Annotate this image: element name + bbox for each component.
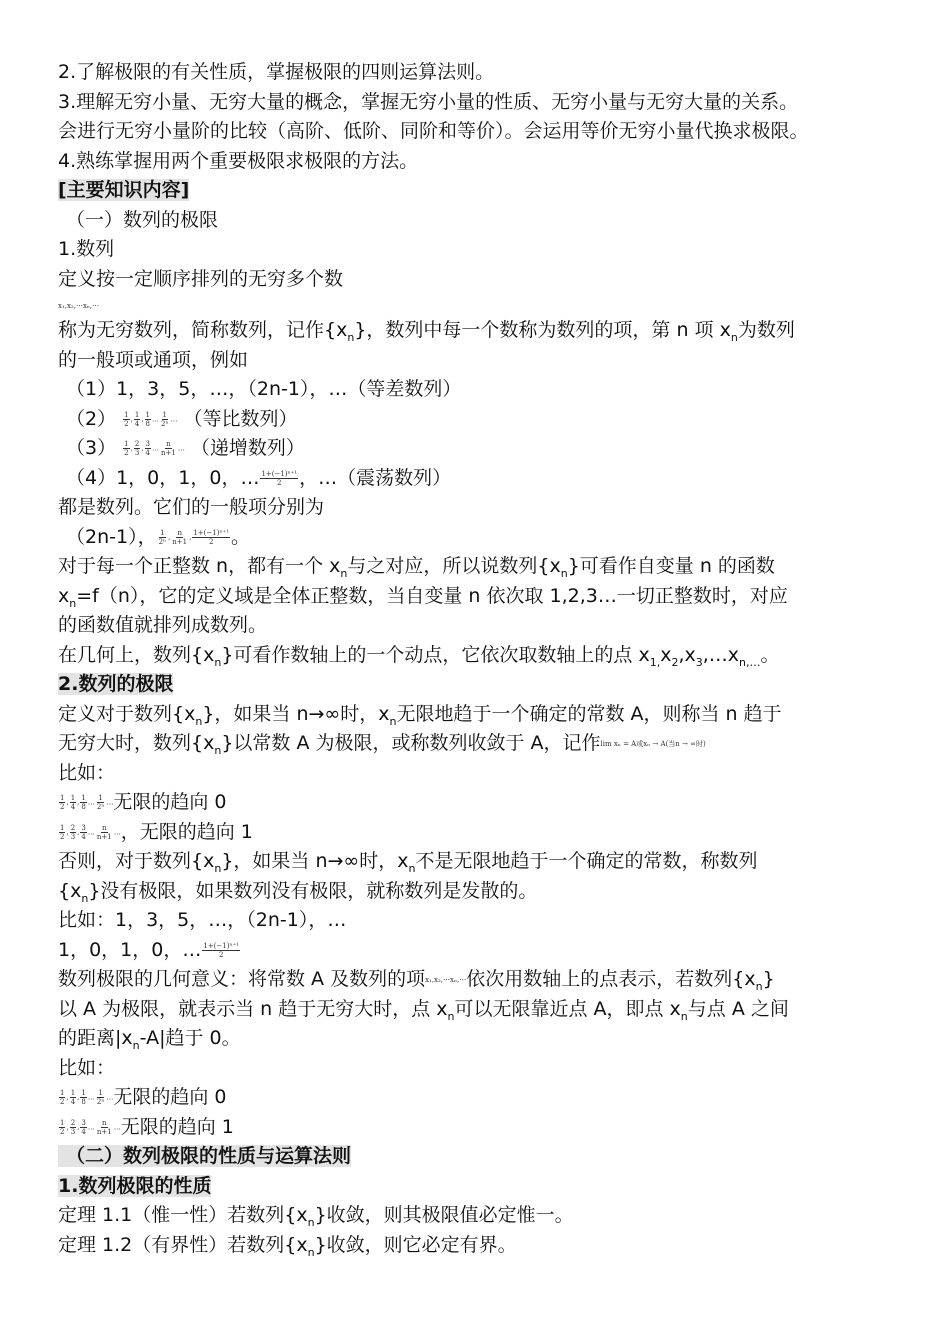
limit-formula: lim xₙ = A或xₙ → A(当n → ∞时) — [600, 739, 706, 748]
example-line: 1，0，1，0，… $\frac{\text{1+(−1)ⁿ⁺¹}}{2}$ — [58, 938, 239, 961]
text-line: 比如： — [58, 1056, 116, 1079]
general-terms-formula: $\frac{1}{\text{2ⁿ}}$ , $\frac{n}{n+1}$ , $\frac{\text{1+(−1)ⁿ⁺¹}}{2}$ — [158, 528, 229, 546]
text-line: $\{x_n\}$没有极限，如果数列没有极限，就称数列是发散的。 — [58, 879, 538, 905]
increasing-sequence-formula: $\frac{1}{2}$ , $\frac{2}{3}$ , $\frac{3}{4}$ … $\frac{n}{n+1}$ … — [60, 1118, 121, 1136]
example-line: $\frac{1}{2}$ , $\frac{1}{4}$ , $\frac{1}{8}$ … $\frac{1}{\text{2ⁿ}}$ …无限的趋向 0 — [60, 791, 227, 813]
example-1: （1）1，3，5，…，（2n-1），…（等差数列） — [66, 378, 462, 400]
example-line: $\frac{1}{2}$ , $\frac{2}{3}$ , $\frac{3}{4}$ … $\frac{n}{n+1}$ …无限的趋向 1 — [60, 1115, 234, 1138]
increasing-sequence-formula: $\frac{1}{2}$ , $\frac{2}{3}$ , $\frac{3}{4}$ … $\frac{n}{n+1}$ … — [60, 823, 121, 841]
text-line: 会进行无穷小量阶的比较（高阶、低阶、同阶和等价）。会运用等价无穷小量代换求极限。 — [58, 120, 809, 142]
text-line: 称为无穷数列，简称数列，记作$\{x_n\}$，数列中每一个数称为数列的项，第 n 项 $x_n$为数列 — [58, 319, 795, 344]
text-line: 的距离$|x_n-A|$趋于 0。 — [58, 1027, 241, 1052]
text-line: 在几何上，数列$\{x_n\}$可看作数轴上的一个动点，它依次取数轴上的点 $x_{1,}x_2,x_3,\dots x_{n,\dots}$。 — [58, 643, 780, 669]
example-2: （2） $\frac{1}{2}$ , $\frac{1}{4}$ , $\frac{1}{8}$ … $\frac{1}{\text{2ⁿ}}$ … （等比数列） — [66, 407, 298, 430]
example-3: （3） $\frac{1}{2}$ , $\frac{2}{3}$ , $\frac{3}{4}$ … $\frac{n}{n+1}$ … （递增数列） — [66, 437, 305, 459]
geometric-sequence-formula: $\frac{1}{2}$ , $\frac{1}{4}$ , $\frac{1}{8}$ … $\frac{1}{\text{2ⁿ}}$ … — [60, 794, 114, 811]
oscillating-term-formula: $\frac{\text{1+(−1)ⁿ⁺¹}}{2}$ — [261, 469, 298, 487]
section-heading: 2.数列的极限 — [58, 673, 174, 695]
geometric-sequence-formula: $\frac{1}{2}$ , $\frac{1}{4}$ , $\frac{1}{8}$ … $\frac{1}{\text{2ⁿ}}$ … — [60, 1089, 114, 1106]
text-line: 以 A 为极限，就表示当 n 趋于无穷大时，点 $x_n$可以无限靠近点 A，即点 $x_n$与点 A 之间 — [58, 997, 789, 1023]
text-line: 都是数列。它们的一般项分别为 — [58, 496, 325, 518]
subsection-title: （一）数列的极限 — [66, 208, 219, 231]
text-line: 的一般项或通项，例如 — [58, 348, 249, 371]
text-line: 2.了解极限的有关性质，掌握极限的四则运算法则。 — [58, 61, 495, 83]
general-terms: （2n-1）， $\frac{1}{\text{2ⁿ}}$ , $\frac{n}{n+1}$ , $\frac{\text{1+(−1)ⁿ⁺¹}}{2}$ 。 — [66, 525, 251, 548]
example-line: $\frac{1}{2}$ , $\frac{2}{3}$ , $\frac{3}{4}$ … $\frac{n}{n+1}$ …，无限的趋向 1 — [60, 820, 253, 843]
definition-text: 定义对于数列$\{x_n\}$，如果当 n→∞时，$x_n$无限地趋于一个确定的常数 A，则称当 n 趋于 — [58, 702, 782, 728]
text-line: 比如：1，3，5，…，（2n-1），… — [58, 909, 347, 931]
text-line: 3.理解无穷小量、无穷大量的概念，掌握无穷小量的性质、无穷小量与无穷大量的关系。 — [58, 90, 799, 113]
text-line: 对于每一个正整数 n，都有一个 $x_n$与之对应，所以说数列$\{x_n\}$可看作自变量 n 的函数 — [58, 555, 775, 580]
oscillating-term-formula: $\frac{\text{1+(−1)ⁿ⁺¹}}{2}$ — [203, 941, 239, 959]
example-4: （4）1，0，1，0，… $\frac{\text{1+(−1)ⁿ⁺¹}}{2}$ ，…（震荡数列） — [66, 466, 452, 489]
theorem-1-2: 定理 1.2（有界性）若数列$\{x_n\}$收敛，则它必定有界。 — [58, 1233, 517, 1259]
sequence-formula: x₁,x₂,⋯xₙ,⋯ — [425, 975, 467, 984]
theorem-1-1: 定理 1.1（惟一性）若数列$\{x_n\}$收敛，则其极限值必定惟一。 — [58, 1204, 574, 1229]
section-heading: 1.数列极限的性质 — [58, 1174, 212, 1197]
definition-text: 定义按一定顺序排列的无穷多个数 — [58, 267, 344, 290]
text-line: $x_n=f(n)$，它的定义域是全体正整数，当自变量 n 依次取 1,2,3…一切正整数时，对应 — [58, 584, 788, 610]
text-line: 比如： — [58, 761, 116, 784]
text-line: 的函数值就排列成数列。 — [58, 614, 268, 636]
section-heading: （二）数列极限的性质与运算法则 — [58, 1145, 351, 1167]
section-heading: [主要知识内容] — [58, 179, 190, 201]
example-line: $\frac{1}{2}$ , $\frac{1}{4}$ , $\frac{1}{8}$ … $\frac{1}{\text{2ⁿ}}$ …无限的趋向 0 — [60, 1086, 227, 1108]
increasing-sequence-formula: $\frac{1}{2}$ , $\frac{2}{3}$ , $\frac{3}{4}$ … $\frac{n}{n+1}$ … — [124, 440, 185, 457]
text-line: 数列极限的几何意义：将常数 A 及数列的项x₁,x₂,⋯xₙ,⋯依次用数轴上的点表示，若数列$\{x_n\}$ — [58, 968, 775, 993]
subsection-title: 1.数列 — [58, 238, 115, 260]
definition-text: 无穷大时，数列$\{x_n\}$以常数 A 为极限，或称数列收敛于 A，记作lim xₙ = A或xₙ → A(当n → ∞时) — [58, 732, 706, 757]
sequence-formula: x₁,x₂,⋯xₙ,⋯ — [58, 301, 100, 310]
geometric-sequence-formula: $\frac{1}{2}$ , $\frac{1}{4}$ , $\frac{1}{8}$ … $\frac{1}{\text{2ⁿ}}$ … — [124, 410, 178, 428]
document-page — [58, 58, 898, 1260]
text-line: 4.熟练掌握用两个重要极限求极限的方法。 — [58, 149, 419, 172]
text-line: 否则，对于数列$\{x_n\}$，如果当 n→∞时，$x_n$不是无限地趋于一个确定的常数，称数列 — [58, 850, 758, 875]
